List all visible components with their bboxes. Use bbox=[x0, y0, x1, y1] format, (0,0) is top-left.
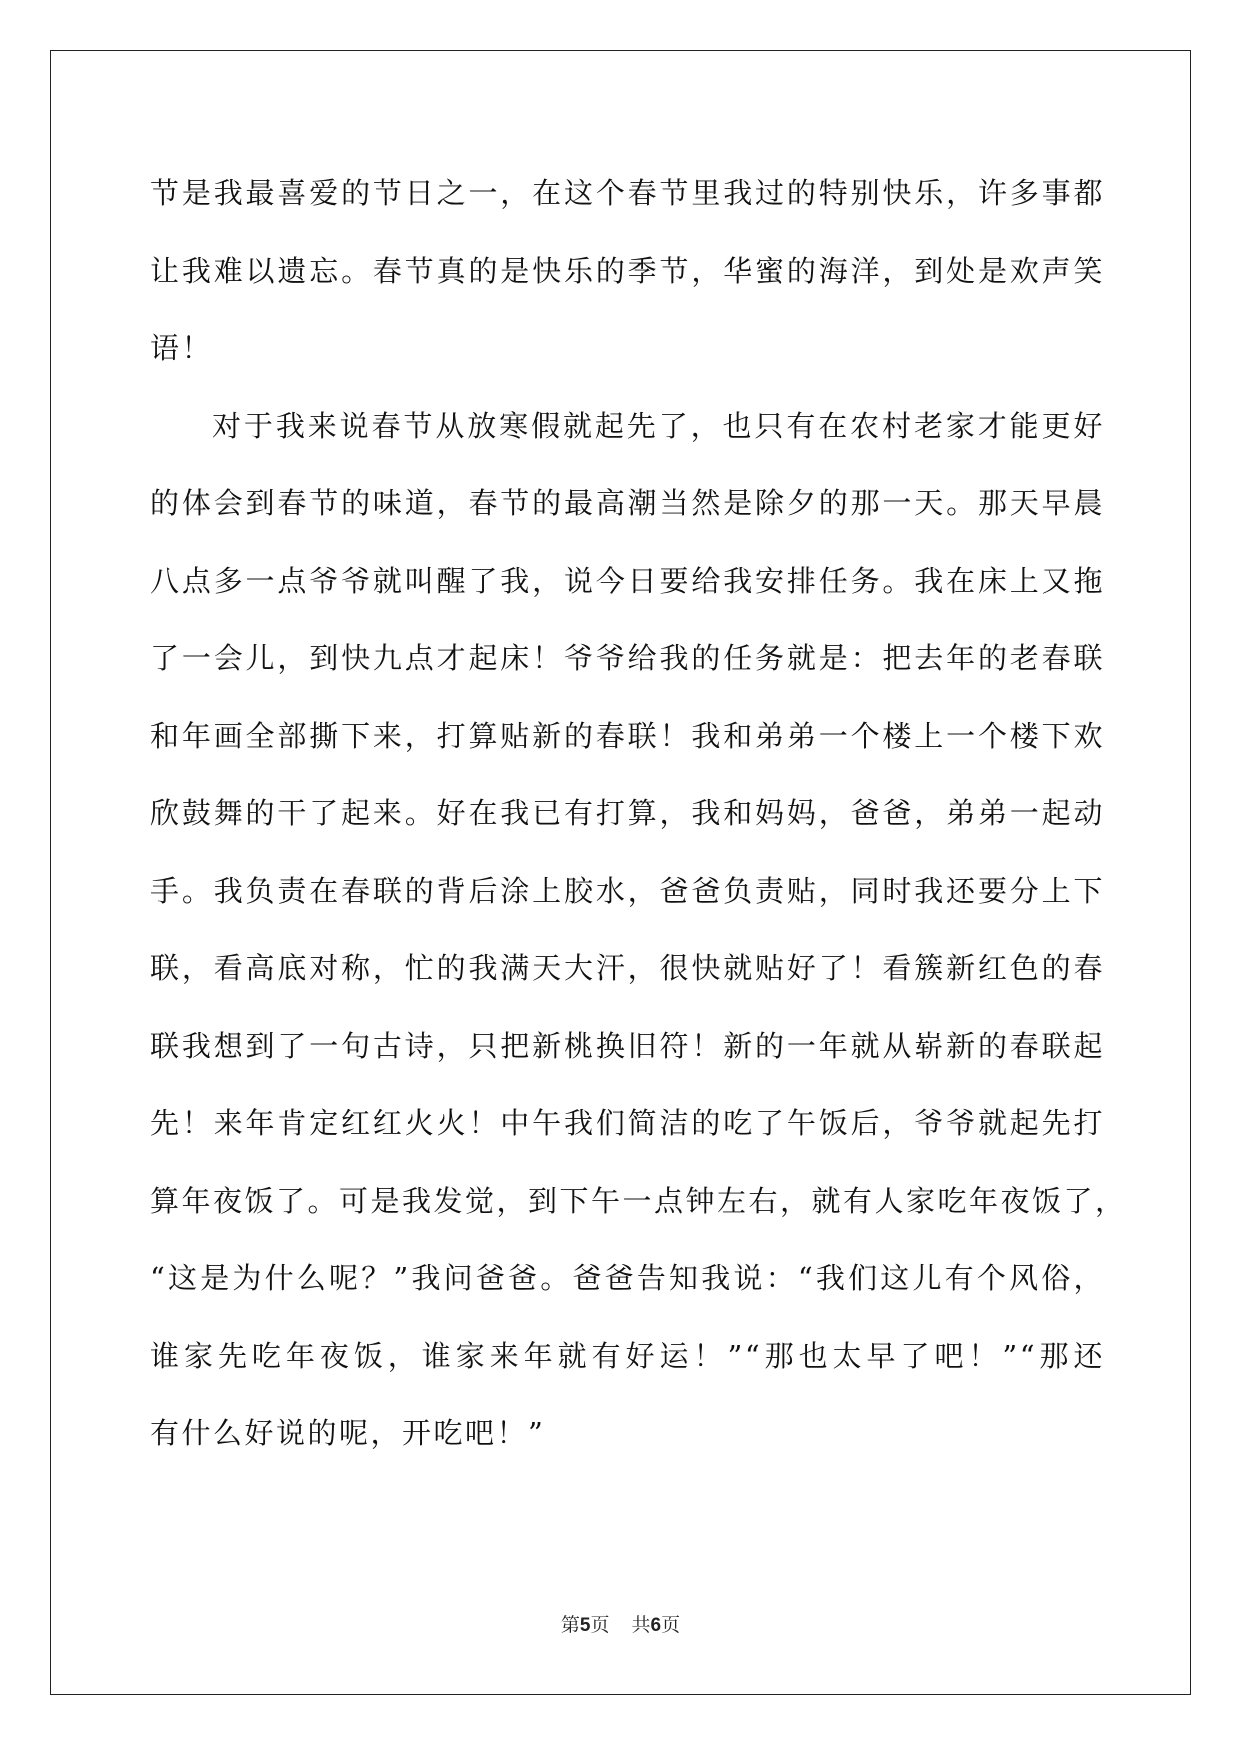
text-line: 了一会儿，到快九点才起床！爷爷给我的任务就是：把去年的老春联 bbox=[150, 641, 1105, 675]
text-line: 算年夜饭了。可是我发觉，到下午一点钟左右，就有人家吃年夜饭了， bbox=[150, 1183, 1127, 1218]
text-line: 语！ bbox=[150, 331, 214, 365]
text-line: 欣鼓舞的干了起来。好在我已有打算，我和妈妈，爸爸，弟弟一起动 bbox=[150, 796, 1105, 830]
page-suffix: 页 bbox=[590, 1614, 610, 1636]
page-total: 6 bbox=[650, 1615, 662, 1636]
page-current: 5 bbox=[579, 1615, 591, 1636]
text-line: 谁家先吃年夜饭，谁家来年就有好运！”“那也太早了吧！”“那还 bbox=[150, 1338, 1105, 1373]
total-prefix: 共 bbox=[631, 1614, 651, 1636]
document-body bbox=[150, 155, 1127, 1473]
page-prefix: 第 bbox=[560, 1614, 580, 1636]
text-line: 和年画全部撕下来，打算贴新的春联！我和弟弟一个楼上一个楼下欢 bbox=[150, 718, 1105, 753]
text-line: 联，看高底对称，忙的我满天大汗，很快就贴好了！看簇新红色的春 bbox=[150, 951, 1105, 985]
text-line: 手。我负责在春联的背后涂上胶水，爸爸负责贴，同时我还要分上下 bbox=[150, 873, 1105, 908]
text-line: 先！来年肯定红红火火！中午我们简洁的吃了午饭后，爷爷就起先打 bbox=[150, 1106, 1105, 1140]
total-suffix: 页 bbox=[661, 1614, 681, 1636]
text-line: 八点多一点爷爷就叫醒了我，说今日要给我安排任务。我在床上又拖 bbox=[150, 563, 1105, 598]
text-line: “这是为什么呢？”我问爸爸。爸爸告知我说：“我们这儿有个风俗， bbox=[150, 1261, 1105, 1295]
text-line: 对于我来说春节从放寒假就起先了，也只有在农村老家才能更好 bbox=[212, 408, 1105, 443]
text-line: 节是我最喜爱的节日之一，在这个春节里我过的特别快乐，许多事都 bbox=[150, 176, 1105, 210]
page-footer bbox=[0, 1610, 1241, 1637]
text-line: 联我想到了一句古诗，只把新桃换旧符！新的一年就从崭新的春联起 bbox=[150, 1028, 1105, 1063]
text-line: 让我难以遗忘。春节真的是快乐的季节，华蜜的海洋，到处是欢声笑 bbox=[150, 253, 1105, 288]
text-line: 的体会到春节的味道，春节的最高潮当然是除夕的那一天。那天早晨 bbox=[150, 486, 1105, 520]
text-line: 有什么好说的呢，开吃吧！” bbox=[150, 1416, 546, 1450]
